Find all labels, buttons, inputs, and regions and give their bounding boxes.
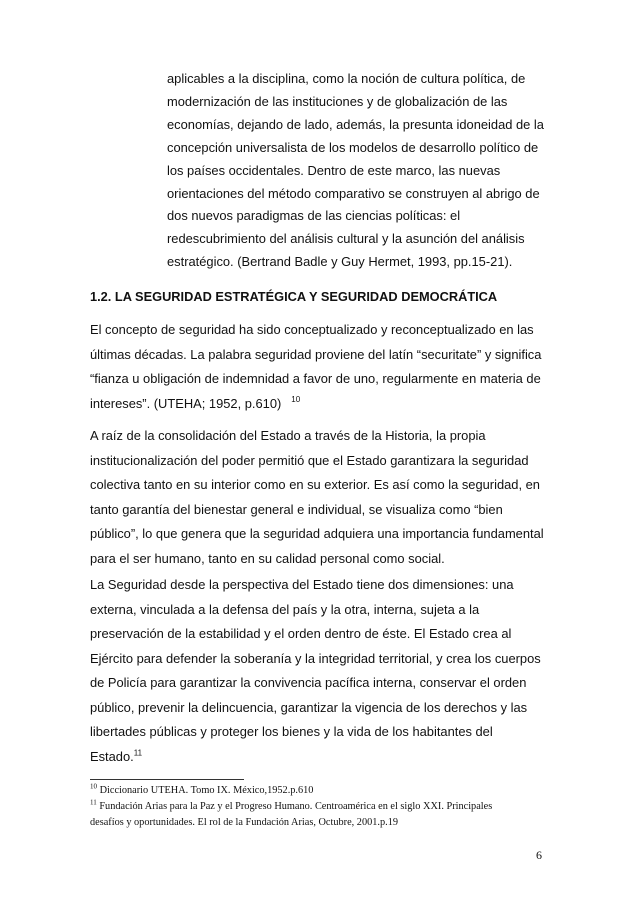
footnote-text: Diccionario UTEHA. Tomo IX. México,1952.p.610 [99, 785, 314, 796]
footnote-line [90, 799, 570, 815]
paragraph-seguridad-concepto [90, 318, 560, 416]
paragraph-dimensiones-seguridad [90, 573, 560, 769]
quote-line: redescubrimiento del análisis cultural y la asunción del análisis [167, 231, 525, 247]
paragraph-line: “fianza u obligación de indemnidad a favor de uno, regularmente en materia de [90, 371, 541, 386]
paragraph-line: La Seguridad desde la perspectiva del Estado tiene dos dimensiones: una [90, 577, 514, 592]
paragraph-line-text: Estado. [90, 748, 134, 764]
footnote-10 [90, 783, 570, 799]
paragraph-line [90, 745, 560, 770]
paragraph-line-text: intereses”. (UTEHA; 1952, p.610) [90, 395, 282, 411]
footnote-line: desafíos y oportunidades. El rol de la Fundación Arias, Octubre, 2001.p.19 [90, 817, 398, 828]
page-number: 6 [536, 848, 542, 862]
footnote-number: 11 [90, 798, 97, 807]
quote-line: economías, dejando de lado, además, la presunta idoneidad de la [167, 116, 544, 132]
paragraph-line: preservación de la estabilidad y el orden dentro de éste. El Estado crea al [90, 626, 512, 641]
quote-line: modernización de las instituciones y de globalización de las [167, 93, 508, 109]
footnote-number: 10 [90, 782, 97, 791]
paragraph-line: público”, lo que genera que la seguridad adquiera una importancia fundamental [90, 526, 544, 541]
paragraph-line: libertades públicas y proteger los bienes y la vida de los habitantes del [90, 724, 493, 739]
paragraph-line: tanto garantía del bienestar general e individual, se visualiza como “bien [90, 501, 503, 517]
quote-line: orientaciones del método comparativo se construyen al abrigo de [167, 185, 540, 201]
quote-line: concepción universalista de los modelos de desarrollo político de [167, 139, 539, 155]
block-quote [167, 68, 557, 274]
paragraph-line: institucionalización del poder permitió que el Estado garantizara la seguridad [90, 452, 529, 468]
paragraph-line [90, 392, 560, 417]
footnote-ref-10[interactable]: 10 [291, 395, 301, 405]
paragraph-line: El concepto de seguridad ha sido conceptualizado y reconceptualizado en las [90, 322, 534, 337]
quote-line: dos nuevos paradigmas de las ciencias políticas: el [167, 208, 461, 224]
paragraph-line: A raíz de la consolidación del Estado a través de la Historia, la propia [90, 428, 486, 443]
paragraph-consolidacion-estado [90, 424, 560, 571]
footnote-text: Fundación Arias para la Paz y el Progreso Humano. Centroamérica en el siglo XXI. Principales [99, 801, 493, 812]
quote-line: estratégico. (Bertrand Badle y Guy Hermet, 1993, pp.15-21). [167, 254, 513, 270]
quote-line: los países occidentales. Dentro de este marco, las nuevas [167, 162, 501, 178]
paragraph-line: de Policía para garantizar la convivencia pacífica interna, conservar el orden [90, 675, 527, 690]
paragraph-line: público, prevenir la delincuencia, garantizar la vigencia de los derechos y las [90, 699, 528, 715]
paragraph-line: externa, vinculada a la defensa del país y la otra, interna, sujeta a la [90, 601, 480, 617]
quote-line: aplicables a la disciplina, como la noción de cultura política, de [167, 71, 526, 86]
footnote-11 [90, 799, 570, 831]
paragraph-line: colectiva tanto en su interior como en su exterior. Es así como la seguridad, en [90, 477, 540, 492]
footnote-line [90, 783, 570, 799]
paragraph-line: últimas décadas. La palabra seguridad proviene del latín “securitate” y significa [90, 346, 542, 362]
section-heading: 1.2. LA SEGURIDAD ESTRATÉGICA Y SEGURIDAD DEMOCRÁTICA [90, 289, 498, 304]
paragraph-line: Ejército para defender la soberanía y la integridad territorial, y crea los cuerpos [90, 650, 541, 666]
paragraph-line: para el ser humano, tanto en su calidad personal como social. [90, 550, 445, 566]
footnote-separator [90, 779, 244, 780]
footnote-ref-11[interactable]: 11 [133, 748, 143, 758]
